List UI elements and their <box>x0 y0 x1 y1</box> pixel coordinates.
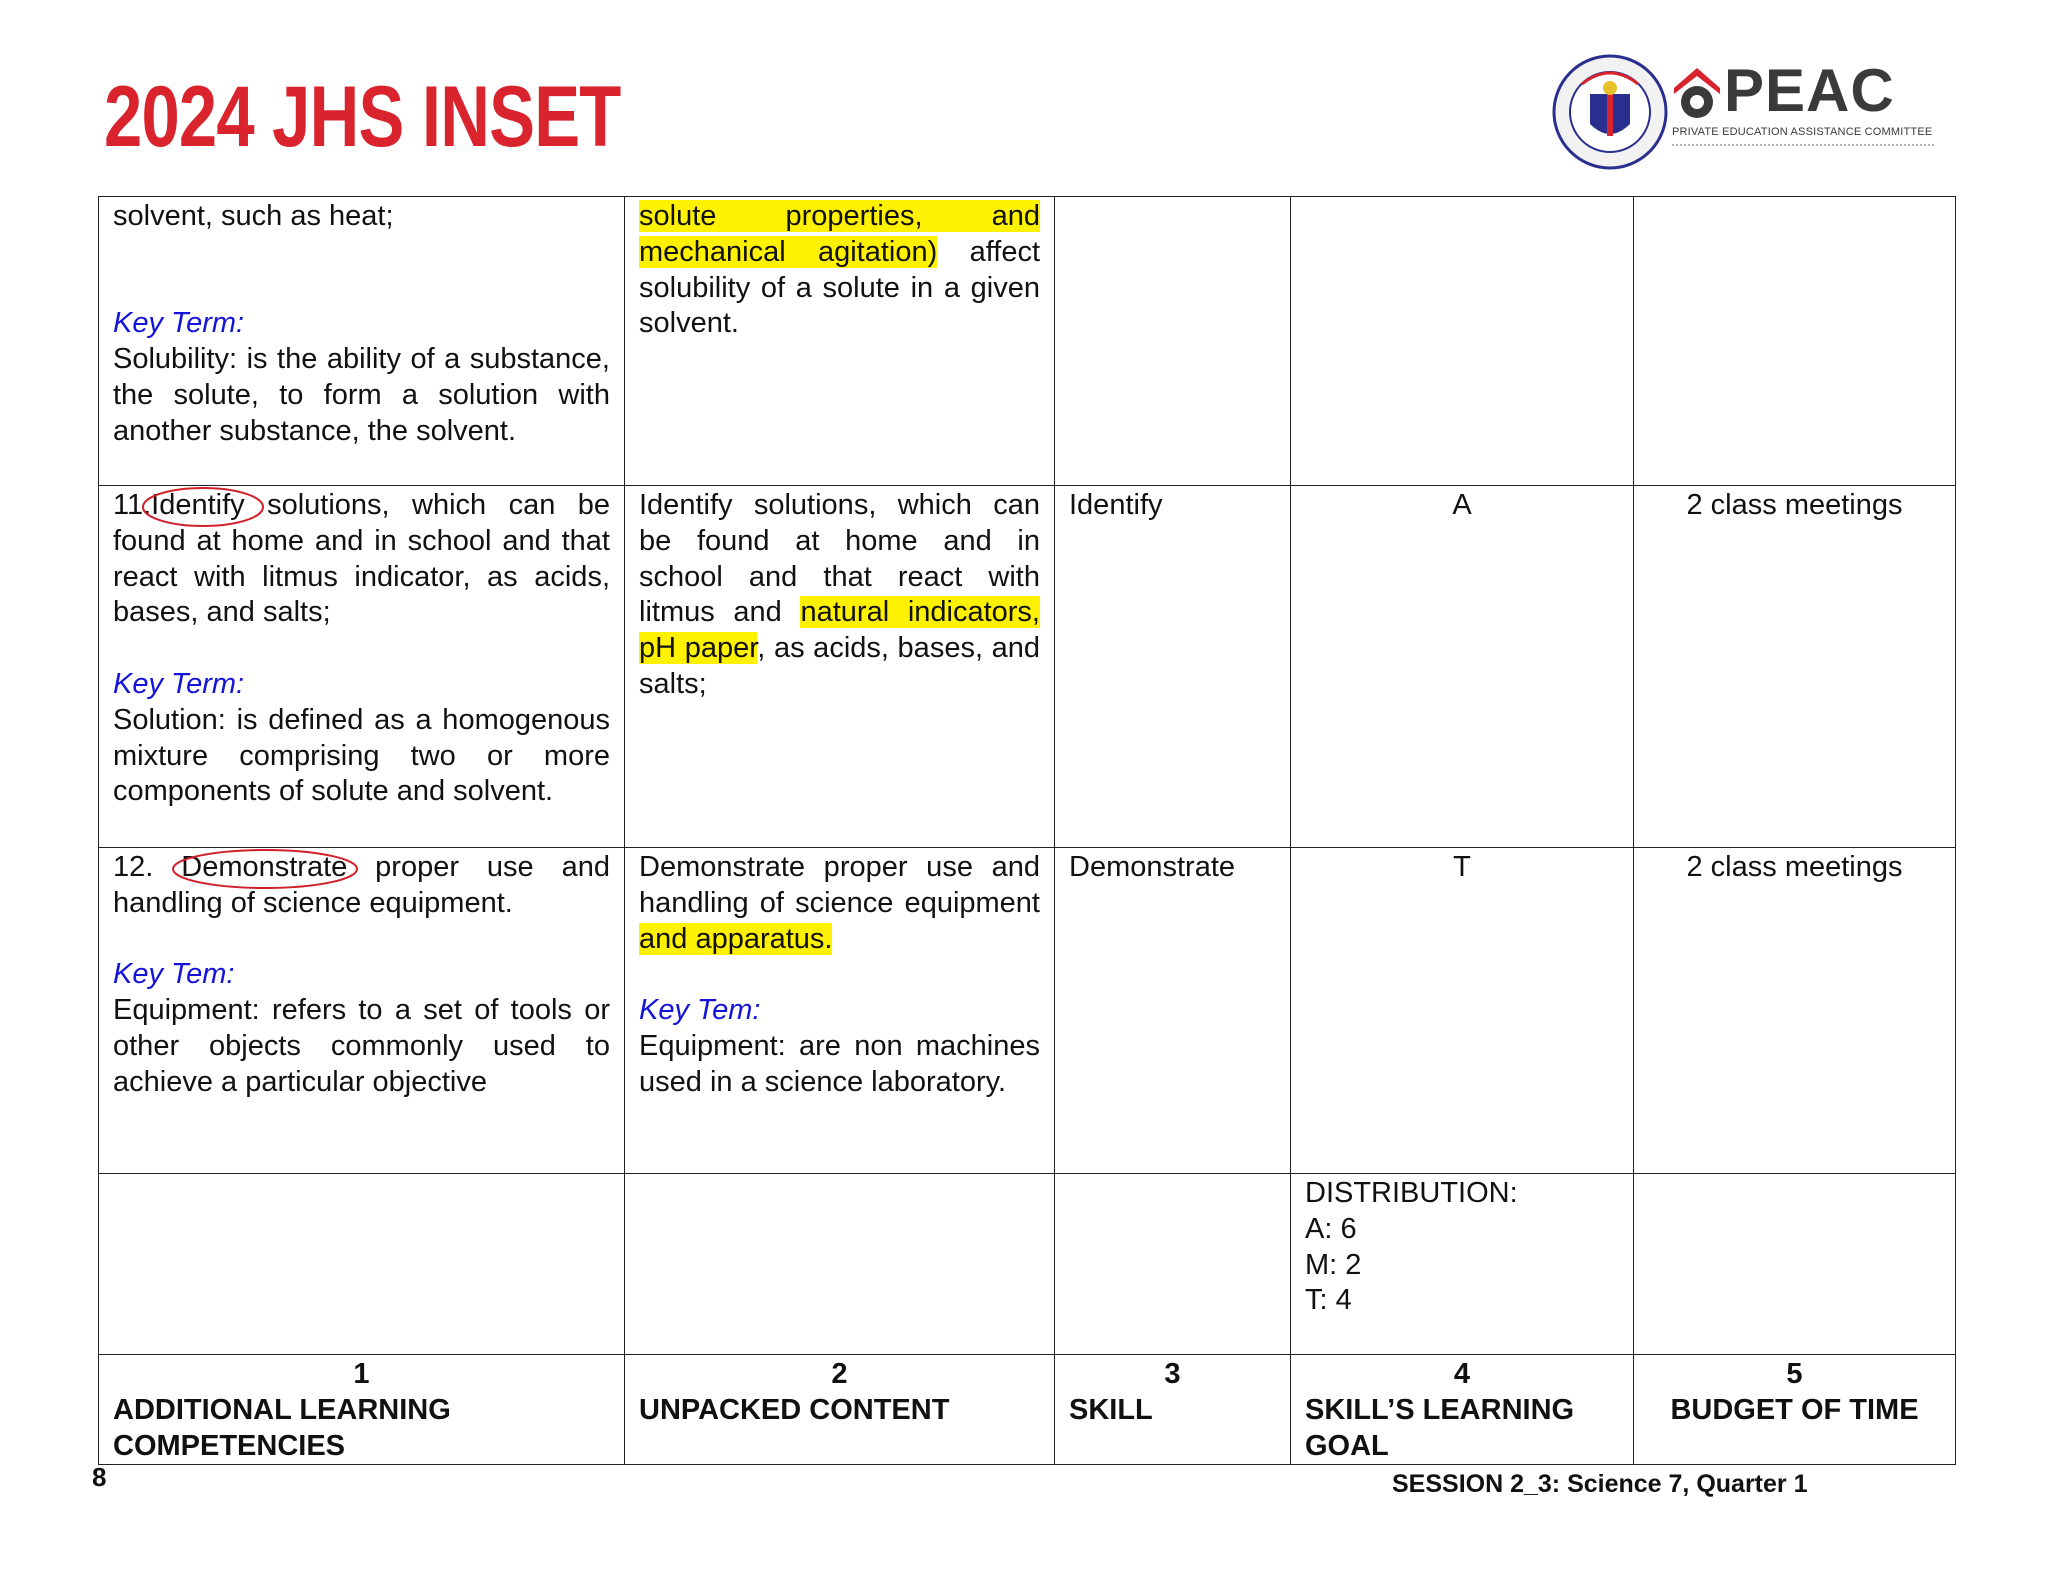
competency-number: 12. <box>113 851 154 883</box>
highlighted-text: and apparatus. <box>639 922 833 955</box>
column-number: 5 <box>1786 1358 1803 1390</box>
page-number: 8 <box>92 1462 107 1492</box>
key-term-definition: Equipment: are non machines used in a science laboratory. <box>639 1029 1040 1098</box>
column-header-row <box>99 1355 1956 1465</box>
session-label: SESSION 2_3: Science 7, Quarter 1 <box>1392 1470 1808 1498</box>
distribution-a: A: 6 <box>1305 1212 1357 1245</box>
unpacked-text: affect solubility of a solute in a given solvent. <box>639 235 1041 340</box>
column-label: SKILL <box>1069 1393 1153 1426</box>
key-term-label: Key Tem: <box>113 958 235 991</box>
peac-logo-subtitle: PRIVATE EDUCATION ASSISTANCE COMMITTEE <box>1672 126 1933 138</box>
competency-text: solvent, such as heat; <box>113 200 394 232</box>
skill-cell <box>1055 1174 1291 1355</box>
budget-time-cell <box>1634 1174 1956 1355</box>
key-term-definition: Solution: is defined as a homogenous mixture comprising two or more components of solute and solvent. <box>113 703 610 808</box>
deped-seal-icon <box>1552 54 1668 170</box>
learning-goal-cell <box>1291 197 1634 486</box>
competency-cell <box>99 197 625 486</box>
competency-text: solutions, which can be found at home and in school and that react with litmus indicator, as acids, bases, and salts; <box>113 489 610 629</box>
column-header <box>99 1355 625 1465</box>
table-row <box>99 848 1956 1174</box>
unpacked-content-cell <box>625 486 1055 848</box>
unpacked-content-cell <box>625 1174 1055 1355</box>
distribution-title: DISTRIBUTION: <box>1305 1177 1518 1209</box>
unpacked-content-cell <box>625 197 1055 486</box>
budget-time-cell: 2 class meetings <box>1634 486 1956 848</box>
key-term-definition: Solubility: is the ability of a substance, the solute, to form a solution with another substance, the solvent. <box>113 343 610 447</box>
highlighted-text: solute properties, and mechanical agitation) <box>639 200 1040 268</box>
budget-time-cell <box>1634 197 1956 486</box>
annotated-verb: Identify <box>151 489 245 521</box>
column-label: ADDITIONAL LEARNING COMPETENCIES <box>113 1393 451 1462</box>
table-row <box>99 1174 1956 1355</box>
budget-time-cell: 2 class meetings <box>1634 848 1956 1174</box>
key-term-label: Key Tem: <box>639 994 761 1027</box>
learning-goal-cell: T <box>1291 848 1634 1174</box>
peac-mark-icon <box>1672 66 1722 122</box>
column-label: UNPACKED CONTENT <box>639 1393 950 1426</box>
competency-number: 11. <box>113 489 152 521</box>
column-number: 4 <box>1453 1358 1471 1390</box>
competency-cell <box>99 486 625 848</box>
column-label: SKILL’S LEARNING GOAL <box>1305 1393 1575 1462</box>
distribution-cell <box>1291 1174 1634 1355</box>
column-header <box>1055 1355 1291 1465</box>
unpacked-content-cell <box>625 848 1055 1174</box>
logo-group <box>1552 52 1952 172</box>
annotated-verb: Demonstrate <box>181 851 347 883</box>
column-header <box>625 1355 1055 1465</box>
learning-goal-cell: A <box>1291 486 1634 848</box>
column-number: 2 <box>831 1358 848 1390</box>
column-number: 1 <box>353 1358 370 1390</box>
unpacked-text: , as acids, bases, and salts; <box>639 632 1041 700</box>
key-term-definition: Equipment: refers to a set of tools or other objects commonly used to achieve a particular objective <box>113 994 610 1098</box>
key-term-label: Key Term: <box>113 307 245 340</box>
highlighted-text: natural indicators, pH paper <box>639 596 1040 665</box>
document-title: 2024 JHS INSET <box>104 69 621 165</box>
distribution-t: T: 4 <box>1305 1284 1352 1317</box>
column-header <box>1291 1355 1634 1465</box>
competency-table <box>98 196 1956 1465</box>
peac-tagline-divider <box>1672 144 1934 150</box>
table-row <box>99 486 1956 848</box>
column-number: 3 <box>1164 1358 1181 1390</box>
column-header <box>1634 1355 1956 1465</box>
skill-cell: Demonstrate <box>1055 848 1291 1174</box>
competency-text: proper use and handling of science equipment. <box>113 851 610 919</box>
table-row <box>99 197 1956 486</box>
competency-cell <box>99 848 625 1174</box>
skill-cell <box>1055 197 1291 486</box>
unpacked-text: Identify solutions, which can be found at home and in school and that react with litmus and <box>639 489 1040 629</box>
unpacked-text: Demonstrate proper use and handling of science equipment <box>639 851 1040 919</box>
distribution-m: M: 2 <box>1305 1248 1362 1281</box>
column-label: BUDGET OF TIME <box>1670 1393 1919 1426</box>
skill-cell: Identify <box>1055 486 1291 848</box>
peac-logo-text: PEAC <box>1724 57 1895 124</box>
key-term-label: Key Term: <box>113 667 245 700</box>
competency-cell <box>99 1174 625 1355</box>
